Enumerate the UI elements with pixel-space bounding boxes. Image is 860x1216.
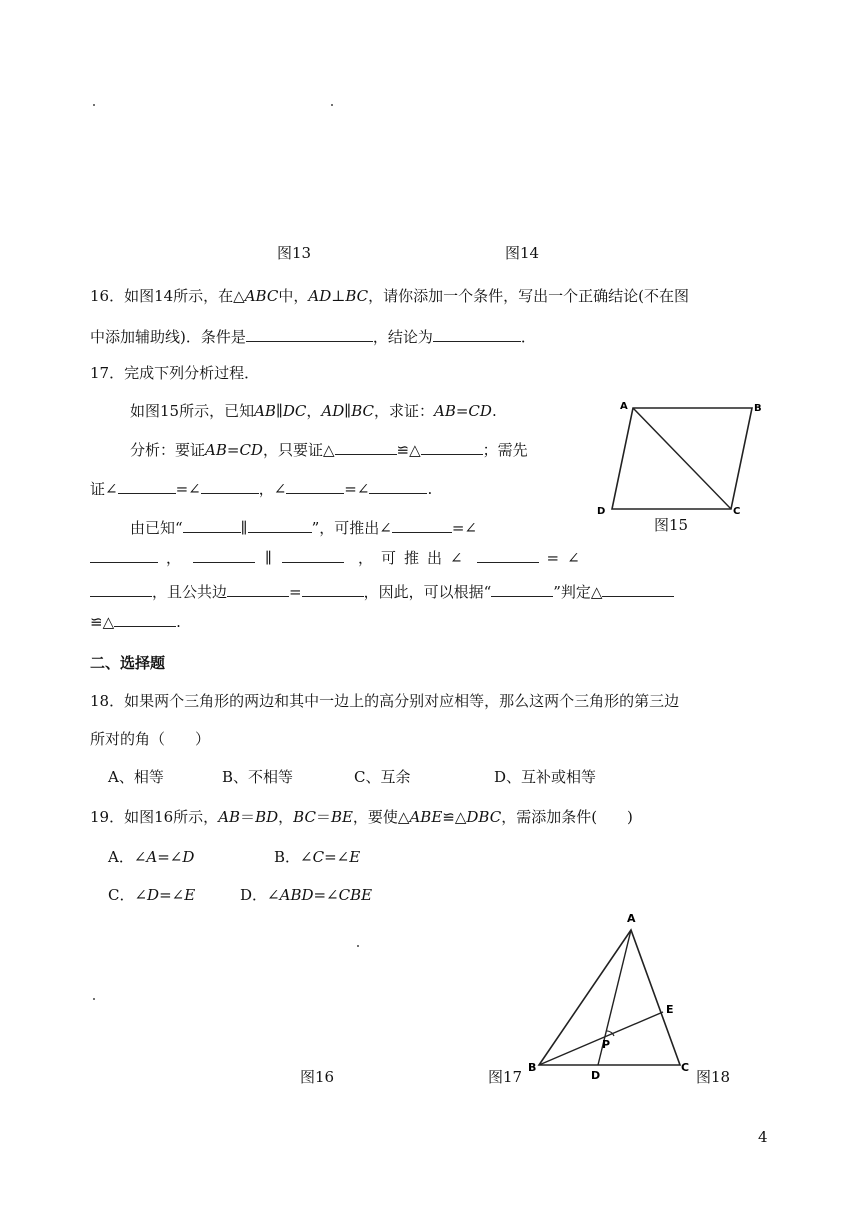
answer-blank[interactable] <box>477 548 539 563</box>
figure-16-caption: 图16 <box>300 1068 335 1086</box>
text: . <box>176 613 181 631</box>
text: ，只要证△ <box>262 441 335 459</box>
diagonal-ac <box>633 408 731 509</box>
text: ∥ <box>240 519 248 537</box>
figure-13-caption: 图13 <box>277 244 312 262</box>
math: D=∠E <box>147 886 196 904</box>
text: ≌△ <box>90 613 115 631</box>
q19-option-d[interactable] <box>240 884 372 905</box>
vertex-label-a: A <box>620 401 628 412</box>
text: ”判定△ <box>553 583 603 601</box>
text: ，需添加条件( ) <box>501 808 633 826</box>
math: C=∠E <box>312 848 361 866</box>
math: ABD=∠CBE <box>279 886 373 904</box>
text: ，结论为 <box>372 328 433 346</box>
option-label: D．∠ <box>240 886 280 904</box>
answer-blank[interactable] <box>421 440 483 455</box>
math: ABC <box>244 287 279 305</box>
text: =∠ <box>175 480 201 498</box>
answer-blank[interactable] <box>491 582 553 597</box>
q18-option-a[interactable]: A、相等 <box>108 768 164 786</box>
figure-15-diagram <box>592 396 772 518</box>
page-number: 4 <box>758 1128 768 1146</box>
math: BD <box>255 808 279 826</box>
math: AB=CD <box>434 402 492 420</box>
math: AB=CD <box>205 441 263 459</box>
q18-line-1: 18．如果两个三角形的两边和其中一边上的高分别对应相等，那么这两个三角形的第三边 <box>90 692 680 710</box>
text: 中， <box>278 287 309 305</box>
text: 中添加辅助线)．条件是 <box>90 328 246 346</box>
q17-line-3 <box>90 478 432 499</box>
math: AB <box>218 808 241 826</box>
answer-blank[interactable] <box>90 548 158 563</box>
text: =∠ <box>451 519 477 537</box>
text: ≌△ <box>442 808 467 826</box>
answer-blank[interactable] <box>433 327 521 342</box>
text: ． <box>520 328 536 346</box>
q19-stem <box>90 806 633 827</box>
q17-line-6 <box>90 581 674 602</box>
answer-blank[interactable] <box>286 479 344 494</box>
text: ，∠ <box>258 480 287 498</box>
vertex-label-e: E <box>666 1003 674 1016</box>
text: =∠ <box>344 480 370 498</box>
q18-option-b[interactable]: B、不相等 <box>222 768 294 786</box>
vertex-label-d: D <box>597 506 606 517</box>
text: ， <box>166 549 182 567</box>
stray-dot <box>357 945 359 947</box>
text: ，且公共边 <box>152 583 228 601</box>
figure-14-caption: 图14 <box>505 244 540 262</box>
text: ；需先 <box>482 441 528 459</box>
figure-15-caption: 图15 <box>654 516 689 534</box>
text: ≌△ <box>396 441 421 459</box>
answer-blank[interactable] <box>246 327 373 342</box>
q17-title: 17．完成下列分析过程． <box>90 364 260 382</box>
q17-line-1 <box>130 400 497 421</box>
text: 证∠ <box>90 480 118 498</box>
stray-dot <box>331 104 333 106</box>
math: AD <box>308 287 332 305</box>
stray-dot <box>93 104 95 106</box>
option-label: A．∠ <box>108 848 147 866</box>
text: ，因此，可以根据“ <box>363 583 492 601</box>
q19-option-a[interactable] <box>108 846 194 867</box>
answer-blank[interactable] <box>227 582 289 597</box>
math: BE <box>330 808 353 826</box>
vertex-label-b: B <box>528 1061 537 1074</box>
answer-blank[interactable] <box>183 518 241 533</box>
text: =∠ <box>546 549 588 567</box>
math: ABE <box>409 808 443 826</box>
q17-line-7 <box>90 612 181 631</box>
vertex-label-c: C <box>733 506 741 517</box>
q16-line-2 <box>90 326 536 347</box>
vertex-label-b: B <box>754 403 762 414</box>
math: AD∥BC <box>321 402 374 420</box>
math: AB∥DC <box>254 402 307 420</box>
stray-dot <box>93 998 95 1000</box>
vertex-label-c: C <box>681 1061 690 1074</box>
q19-option-c[interactable] <box>108 884 195 905</box>
vertex-label-d: D <box>591 1069 601 1082</box>
figure-18-caption: 图18 <box>696 1068 731 1086</box>
q17-line-2 <box>130 439 528 460</box>
answer-blank[interactable] <box>201 479 259 494</box>
answer-blank[interactable] <box>90 582 152 597</box>
text: ＝ <box>240 808 256 826</box>
q19-option-b[interactable] <box>274 846 360 867</box>
text: ⊥ <box>331 287 346 305</box>
answer-blank[interactable] <box>335 440 397 455</box>
q17-line-5 <box>90 547 588 568</box>
text: ∥ <box>265 549 272 567</box>
text: ， <box>278 808 294 826</box>
answer-blank[interactable] <box>193 548 255 563</box>
text: 由已知“ <box>130 519 183 537</box>
option-label: C．∠ <box>108 886 148 904</box>
text: ，请你添加一个条件，写出一个正确结论(不在图 <box>368 287 689 305</box>
vertex-label-p: P <box>602 1038 611 1051</box>
math: DBC <box>466 808 502 826</box>
figure-17-diagram <box>520 905 700 1082</box>
q18-option-c[interactable]: C、互余 <box>354 768 411 786</box>
text: ，可推出∠ <box>357 549 471 567</box>
answer-blank[interactable] <box>118 479 176 494</box>
text: 分析：要证 <box>130 441 206 459</box>
text: ，求证： <box>373 402 434 420</box>
text: ， <box>306 402 322 420</box>
answer-blank[interactable] <box>282 548 344 563</box>
answer-blank[interactable] <box>392 518 452 533</box>
q16-line-1 <box>90 285 689 306</box>
math: A=∠D <box>146 848 195 866</box>
answer-blank[interactable] <box>369 479 427 494</box>
text: 19．如图16所示， <box>90 808 219 826</box>
math: BC <box>293 808 316 826</box>
q18-line-2: 所对的角（ ） <box>90 730 211 748</box>
answer-blank[interactable] <box>114 612 176 627</box>
text: = <box>289 583 302 601</box>
text: ，要使△ <box>352 808 410 826</box>
answer-blank[interactable] <box>602 582 674 597</box>
answer-blank[interactable] <box>302 582 364 597</box>
figure-17-caption: 图17 <box>488 1068 523 1086</box>
q18-option-d[interactable]: D、互补或相等 <box>494 768 597 786</box>
text: 16．如图14所示，在△ <box>90 287 245 305</box>
q17-line-4 <box>130 517 477 538</box>
math: BC <box>345 287 369 305</box>
text: . <box>491 402 497 420</box>
vertex-label-a: A <box>627 912 636 925</box>
option-label: B．∠ <box>274 848 313 866</box>
text: ＝ <box>315 808 331 826</box>
text: 如图15所示，已知 <box>130 402 255 420</box>
text: ”，可推出∠ <box>311 519 392 537</box>
text: . <box>427 480 433 498</box>
section-title: 二、选择题 <box>90 654 166 672</box>
answer-blank[interactable] <box>248 518 312 533</box>
